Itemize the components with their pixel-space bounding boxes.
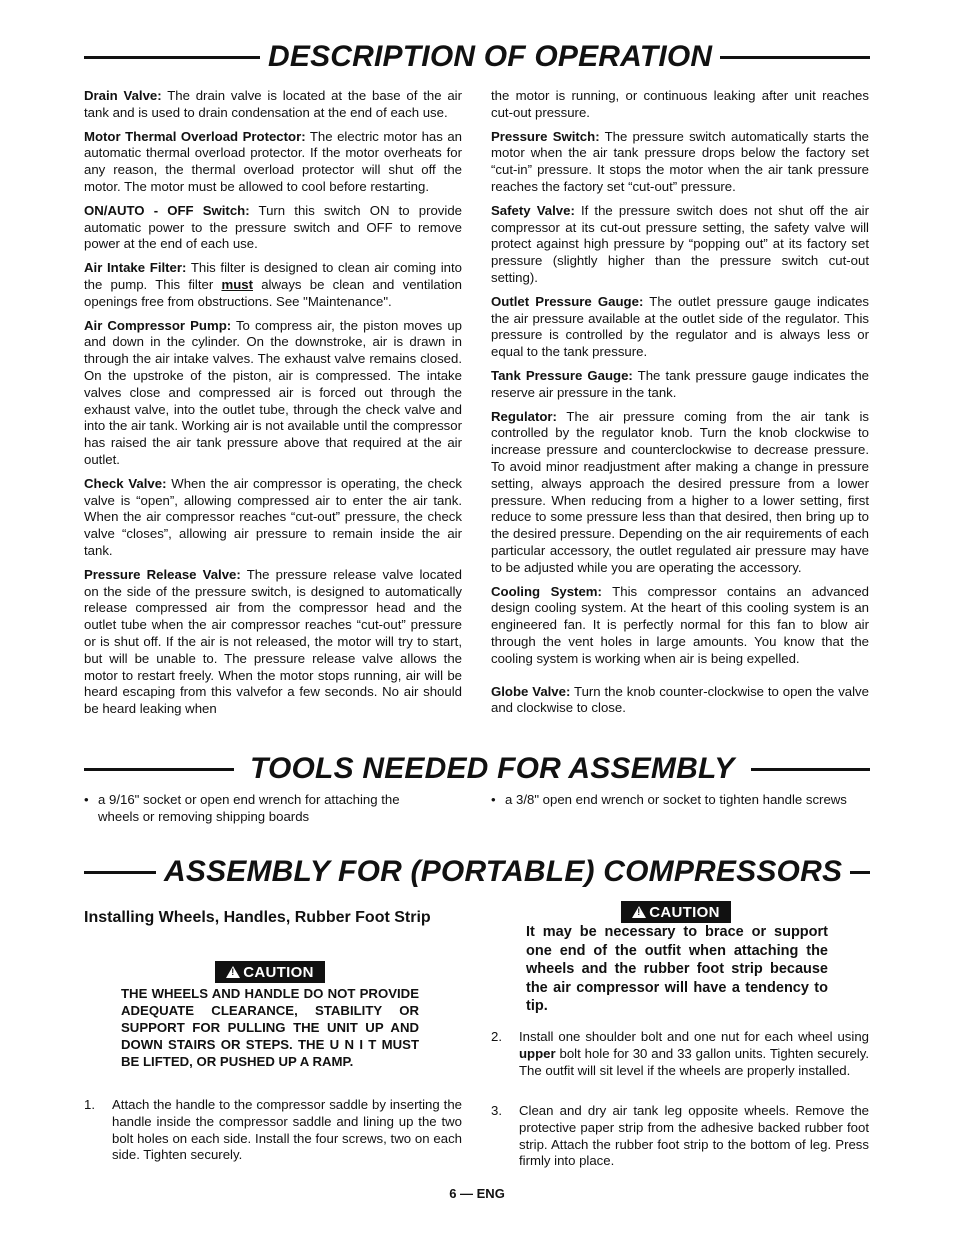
term: Outlet Pressure Gauge:	[491, 293, 644, 309]
term: Regulator:	[491, 408, 557, 424]
caution-message-left: THE WHEELS AND HANDLE DO NOT PROVIDE ADEQUATE CLEARANCE, STABILITY OR SUPPORT FOR PULLING THE UNIT UP AND DOWN STAIRS OR STEPS. THE U N I T MUST BE LIFTED, OR PUSHED UP A RAMP.	[121, 986, 419, 1069]
pressure-release-continued: the motor is running, or continuous leaking after unit reaches cut-out pressure.	[491, 88, 869, 120]
assembly-step	[491, 1103, 869, 1170]
definition: When the air compressor is operating, the check valve is “open”, allowing compressed air to enter the air tank. When the air compressor reaches “cut-out” pressure, the check valve “closes”, allowing air pressure to remain inside the air tank.	[84, 475, 462, 558]
definition: This compressor contains an advanced design cooling system. At the heart of this cooling system is an engineered fan. It is perfectly normal for this fan to blow air through the vent holes in large amounts. You know that the cooling system is working when air is being expelled.	[491, 583, 869, 666]
definition: The drain valve is located at the base of the air tank and is used to drain condensation at the end of each use.	[84, 88, 462, 120]
drain-valve-paragraph	[84, 88, 462, 122]
globe-valve-paragraph	[491, 684, 869, 718]
emphasis: must	[221, 276, 253, 292]
tools-banner	[84, 752, 870, 786]
term: Safety Valve:	[491, 202, 575, 218]
description-right-column	[491, 88, 869, 724]
tools-title: TOOLS NEEDED FOR ASSEMBLY	[250, 752, 735, 785]
step-text: Clean and dry air tank leg opposite wheels. Remove the protective paper strip from the adhesive backed rubber foot strip. Attach the rubber foot strip to the bottom of leg. Press firmly into place.	[519, 1103, 869, 1169]
pump-paragraph	[84, 318, 462, 469]
term: Tank Pressure Gauge:	[491, 367, 633, 383]
pressure-switch-paragraph	[491, 129, 869, 196]
banner-rule-left	[84, 56, 260, 59]
definition: The electric motor has an automatic thermal overload protector. If the motor overheats for any reason, the thermal overload protector will shut off the motor. The motor must be allowed to cool before restarting.	[84, 128, 462, 194]
definition: The tank pressure gauge indicates the reserve air pressure in the tank.	[491, 367, 869, 400]
term: Pressure Switch:	[491, 128, 600, 144]
on-off-switch-paragraph	[84, 203, 462, 253]
definition: Turn the knob counter-clockwise to open the valve and clockwise to close.	[491, 683, 869, 716]
air-intake-paragraph	[84, 260, 462, 310]
definition: The air pressure coming from the air tank is controlled by the regulator knob. Turn the knob clockwise to increase pressure and counterclockwise to decrease pressure. To avoid minor readjustment after making a change in pressure setting, always approach the desired pressure from a lower pressure. When reducing from a higher to a lower setting, first reduce to some pressure less than that desired, then bring up to the desired pressure. Depending on the air requirements of each particular accessory, the outlet regulated air pressure may have to be adjusted while you are operating the accessory.	[491, 408, 869, 575]
assembly-title: ASSEMBLY FOR (PORTABLE) COMPRESSORS	[164, 855, 843, 888]
regulator-paragraph	[491, 409, 869, 577]
description-left-column	[84, 88, 462, 725]
definition: Turn this switch ON to provide automatic power to the pressure switch and OFF to remove power at the end of each use.	[84, 202, 462, 252]
check-valve-paragraph	[84, 476, 462, 560]
term: Motor Thermal Overload Protector:	[84, 128, 306, 144]
tool-item: • a 9/16" socket or open end wrench for attaching the wheels or removing shipping boards	[84, 792, 444, 826]
term: Drain Valve:	[84, 88, 162, 103]
step-text	[519, 1029, 869, 1079]
caution-text: CAUTION	[243, 963, 314, 981]
cooling-paragraph	[491, 584, 869, 668]
banner-rule-right	[720, 56, 870, 59]
warning-icon	[226, 966, 240, 978]
caution-message-right: It may be necessary to brace or support one end of the outfit when attaching the wheels and the rubber foot strip because the air compressor will have a tendency to tip.	[526, 924, 828, 1015]
step-text-part: Install one shoulder bolt and one nut for each wheel using	[519, 1029, 869, 1044]
definition: To compress air, the piston moves up and down in the cylinder. On the downstroke, air is drawn in through the air intake valves. The exhaust valve remains closed. On the upstroke of the piston, air is compressed. The intake valves close and compressed air is forced out through the exhaust valve, into the outlet tube, through the check valve and into the air tank. Working air is not available until the compressor has raised the air tank pressure above that required at the air outlet.	[84, 317, 462, 467]
caution-label-right	[621, 901, 731, 923]
term: Air Intake Filter:	[84, 260, 187, 276]
step-emphasis: upper	[519, 1045, 556, 1061]
definition: This filter is designed to clean air coming into the pump. This filter	[84, 260, 462, 292]
assembly-step	[491, 1029, 869, 1079]
definition: The pressure release valve located on the side of the pressure switch, is designed to automatically release compressed air from the compressor head and the outlet tube when the air compressor reaches “cut-out” pressure or is shut off. If the air is not released, the motor will try to start, but will be unable to. The pressure release valve allows the motor to restart freely. When the motor stops running, air will be heard escaping from this valvefor a few seconds. No air should be heard leaking when	[84, 566, 462, 717]
assembly-step	[84, 1097, 462, 1164]
caution-text: CAUTION	[649, 903, 720, 921]
definition: The pressure switch automatically starts the motor when the air tank pressure drops below the factory set “cut-in” pressure. It stops the motor when the air tank pressure reaches the factory set “cut-out” pressure.	[491, 128, 869, 194]
step-number: 2.	[491, 1029, 502, 1044]
warning-icon	[632, 906, 646, 918]
term: Pressure Release Valve:	[84, 566, 241, 582]
banner-rule-right	[751, 768, 871, 771]
tank-gauge-paragraph	[491, 368, 869, 402]
step-text: Attach the handle to the compressor saddle by inserting the handle inside the compressor saddle and lining up the two bolt holes on each side. Install the four screws, two on each side. Tighten securely.	[112, 1097, 462, 1163]
motor-overload-paragraph	[84, 129, 462, 196]
outlet-gauge-paragraph	[491, 294, 869, 361]
step-number: 3.	[491, 1103, 502, 1118]
term: ON/AUTO - OFF Switch:	[84, 202, 250, 218]
banner-rule-right	[850, 871, 870, 874]
definition: always be clean and ventilation openings free from obstructions. See "Maintenance".	[84, 276, 462, 309]
tool-item: • a 3/8" open end wrench or socket to tighten handle screws	[491, 792, 871, 809]
step-text-part: bolt hole for 30 and 33 gallon units. Tighten securely. The outfit will sit level if the wheels are properly installed.	[519, 1045, 869, 1078]
definition: The outlet pressure gauge indicates the air pressure available at the outlet side of the regulator. This pressure is controlled by the regulator and is always less or equal to the tank pressure.	[491, 293, 870, 360]
banner-rule-left	[84, 768, 234, 771]
safety-valve-paragraph	[491, 203, 869, 287]
banner-rule-left	[84, 871, 156, 874]
assembly-banner	[84, 855, 870, 889]
definition: If the pressure switch does not shut off the air compressor at its cut-out pressure setting, the safety valve will protect against high pressure by “popping out” at its factory set pressure (slightly higher than the pressure switch cut-out setting).	[491, 202, 870, 285]
term: Check Valve:	[84, 475, 167, 491]
pressure-release-paragraph	[84, 567, 462, 718]
description-title: DESCRIPTION OF OPERATION	[268, 40, 713, 73]
term: Globe Valve:	[491, 683, 571, 699]
term: Cooling System:	[491, 583, 602, 599]
caution-label-left	[215, 961, 325, 983]
term: Air Compressor Pump:	[84, 317, 232, 333]
page-footer: 6 — ENG	[449, 1186, 505, 1201]
step-number: 1.	[84, 1097, 95, 1112]
description-banner	[84, 40, 870, 74]
assembly-subheading: Installing Wheels, Handles, Rubber Foot Strip	[84, 909, 431, 926]
